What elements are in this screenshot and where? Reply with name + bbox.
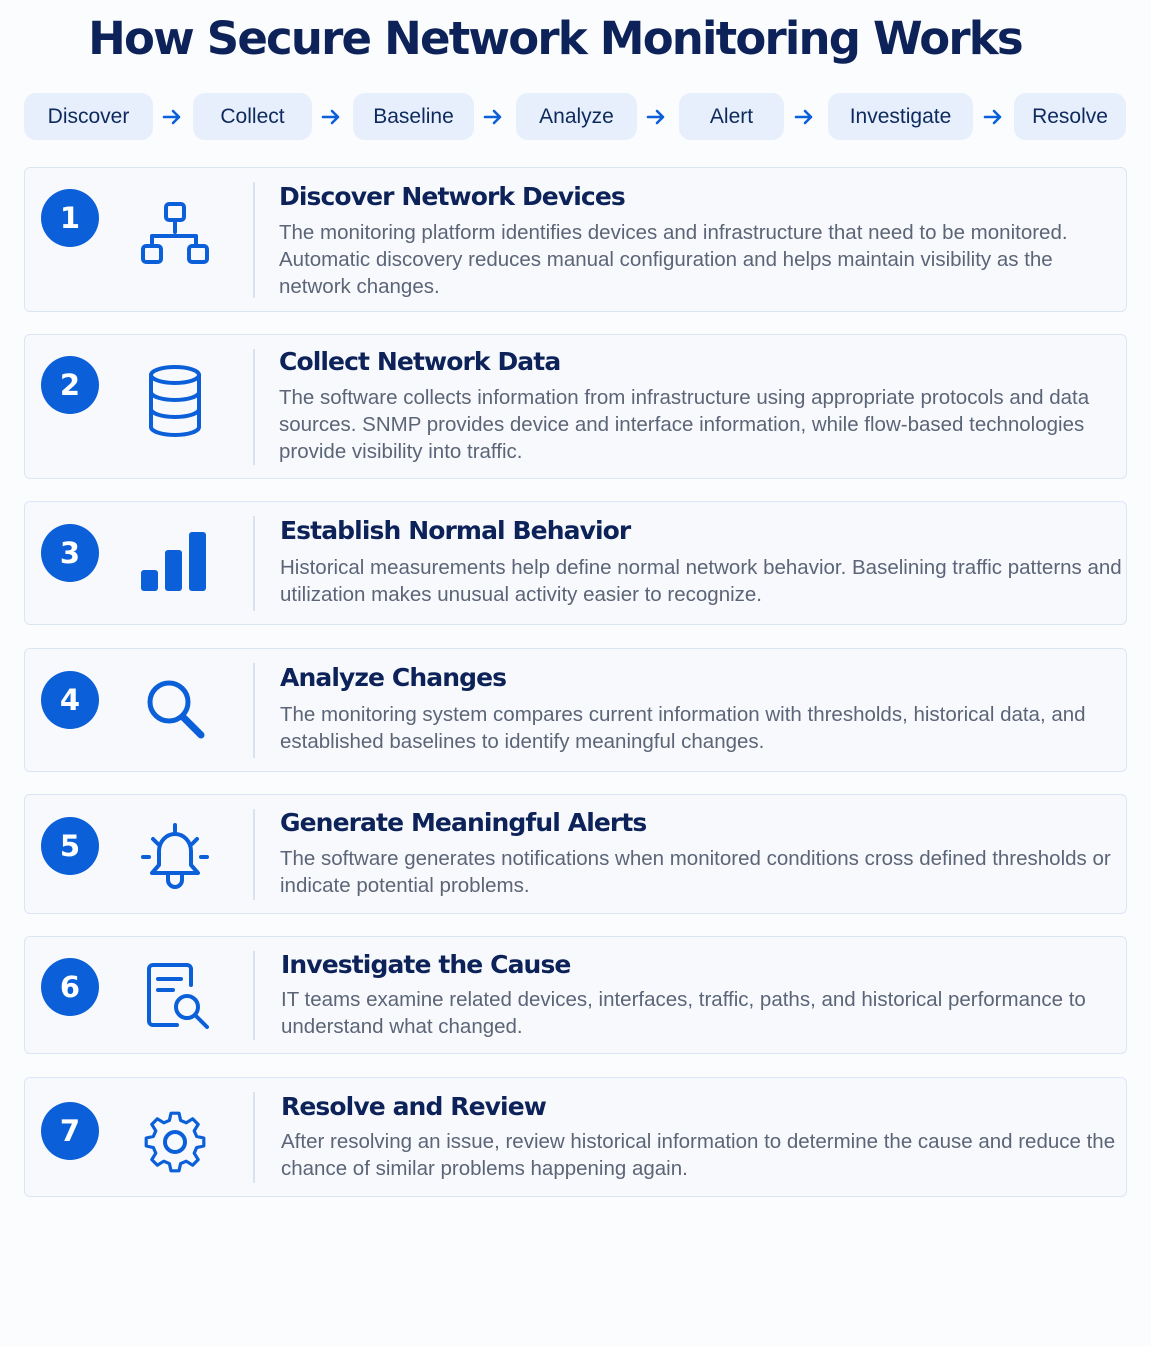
step-number-badge: 6	[41, 958, 99, 1016]
step-description: The software generates notifications when monitored conditions cross defined thresholds or indicate potential problems.	[280, 847, 1111, 897]
step-title: Generate Meaningful Alerts	[280, 808, 647, 837]
step-number-badge: 3	[41, 524, 99, 582]
step-number-badge: 2	[41, 356, 99, 414]
step-card	[24, 936, 1127, 1054]
arrow-right-icon	[793, 106, 815, 128]
card-divider	[253, 516, 255, 611]
step-card	[24, 1077, 1127, 1197]
step-description: The software collects information from infrastructure using appropriate protocols and data sources. SNMP provides device and interface information, while flow-based technologies provide visibility into traffic.	[279, 386, 1090, 463]
card-divider	[253, 182, 255, 298]
step-description: IT teams examine related devices, interfaces, traffic, paths, and historical performance to understand what changed.	[281, 988, 1086, 1038]
card-divider	[253, 1092, 255, 1183]
card-divider	[253, 663, 255, 758]
step-title: Discover Network Devices	[279, 182, 625, 211]
flow-step-analyze: Analyze	[516, 93, 637, 140]
card-divider	[253, 349, 255, 465]
arrow-right-icon	[320, 106, 342, 128]
step-card	[24, 794, 1127, 914]
gear-icon	[133, 1095, 217, 1179]
step-title: Analyze Changes	[280, 663, 507, 692]
step-description: After resolving an issue, review historical information to determine the cause and reduce the chance of similar problems happening again.	[281, 1130, 1116, 1180]
bell-icon	[133, 813, 217, 897]
flow-step-resolve: Resolve	[1014, 93, 1126, 140]
arrow-right-icon	[982, 106, 1004, 128]
flow-step-baseline: Baseline	[353, 93, 474, 140]
flow-step-alert: Alert	[679, 93, 784, 140]
step-title: Establish Normal Behavior	[280, 516, 631, 545]
bar-chart-icon	[133, 520, 217, 604]
flow-step-investigate: Investigate	[828, 93, 973, 140]
step-card	[24, 648, 1127, 772]
step-number-badge: 1	[41, 189, 99, 247]
database-icon	[133, 359, 217, 443]
step-number-badge: 4	[41, 671, 99, 729]
step-title: Investigate the Cause	[281, 950, 571, 979]
network-hierarchy-icon	[133, 190, 217, 274]
step-description: The monitoring platform identifies devices and infrastructure that need to be monitored. Automatic discovery reduces manual configuration and helps maintain visibility as the network changes.	[279, 221, 1068, 298]
card-divider	[253, 809, 255, 900]
step-card	[24, 334, 1127, 479]
step-card	[24, 167, 1127, 312]
arrow-right-icon	[161, 106, 183, 128]
step-title: Collect Network Data	[279, 347, 561, 376]
step-description: Historical measurements help define normal network behavior. Baselining traffic patterns and utilization makes unusual activity easier to recognize.	[280, 556, 1122, 606]
step-card	[24, 501, 1127, 625]
arrow-right-icon	[482, 106, 504, 128]
step-title: Resolve and Review	[281, 1092, 546, 1121]
page-title: How Secure Network Monitoring Works	[88, 12, 1022, 65]
step-number-badge: 5	[41, 817, 99, 875]
search-icon	[133, 669, 217, 753]
step-number-badge: 7	[41, 1102, 99, 1160]
arrow-right-icon	[645, 106, 667, 128]
flow-step-collect: Collect	[193, 93, 312, 140]
step-description: The monitoring system compares current information with thresholds, historical data, and established baselines to identify meaningful changes.	[280, 703, 1086, 753]
document-search-icon	[133, 955, 217, 1039]
card-divider	[253, 951, 255, 1040]
flow-step-discover: Discover	[24, 93, 153, 140]
